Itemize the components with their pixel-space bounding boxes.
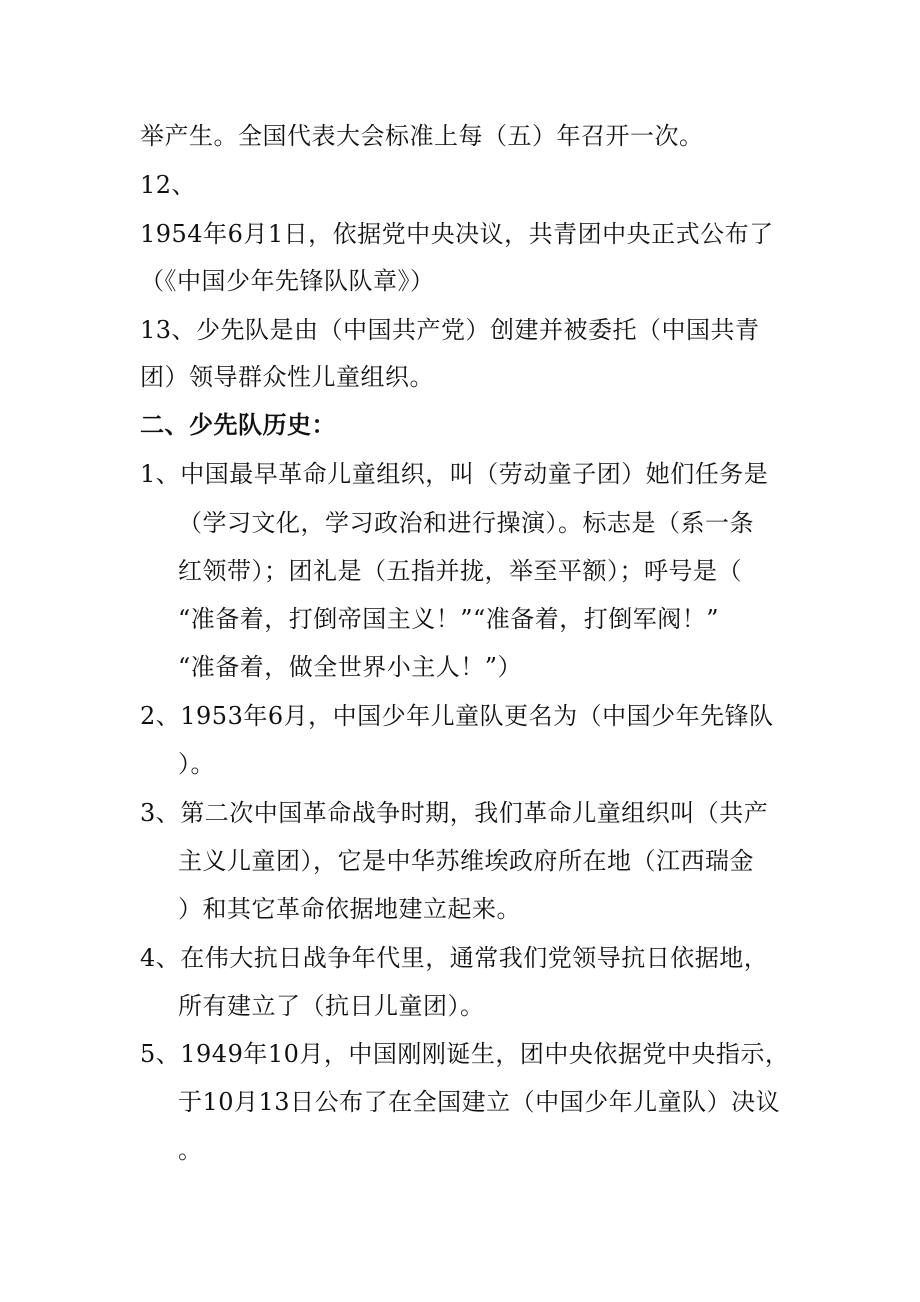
text-line-election: 举产生。全国代表大会标准上每（五）年召开一次。 [140,122,704,150]
history-item-5-cont-2: 。 [178,1136,203,1164]
history-item-3-cont-2: ）和其它革命依据地建立起来。 [178,895,521,923]
history-item-5-cont-1: 于10月13日公布了在全国建立（中国少年儿童队）决议 [178,1088,781,1116]
item-13-text: 13、少先队是由（中国共产党）创建并被委托（中国共青 [140,316,760,344]
history-item-4: 4、在伟大抗日战争年代里，通常我们党领导抗日依据地， [140,944,769,972]
history-item-1-cont-4: “准备着，做全世界小主人！”） [178,653,523,681]
history-item-5: 5、1949年10月，中国刚刚诞生，团中央依据党中央指示， [140,1040,790,1068]
history-item-4-cont: 所有建立了（抗日儿童团）。 [178,992,485,1020]
history-item-1-cont-3: “准备着，打倒帝国主义！”“准备着，打倒军阀！” [178,605,720,633]
history-item-1-cont-2: 红领带）；团礼是（五指并拢，举至平额）；呼号是（ [178,557,742,585]
history-item-3: 3、第二次中国革命战争时期，我们革命儿童组织叫（共产 [140,799,769,827]
item-13-text-cont: 团）领导群众性儿童组织。 [140,363,434,391]
item-12-text: 1954年6月1日，依据党中央决议，共青团中央正式公布了 [140,220,774,248]
history-item-2: 2、1953年6月，中国少年儿童队更名为（中国少年先锋队 [140,702,774,730]
history-item-2-cont: ）。 [178,750,215,778]
section-heading-history: 二、少先队历史： [140,411,336,439]
history-item-1-cont-1: （学习文化，学习政治和进行操演）。标志是（系一条 [178,509,754,537]
history-item-3-cont-1: 主义儿童团），它是中华苏维埃政府所在地（江西瑞金 [178,847,754,875]
item-12-number: 12、 [140,171,197,199]
history-item-1: 1、中国最早革命儿童组织，叫（劳动童子团）她们任务是 [140,460,769,488]
item-12-text-cont: （《中国少年先锋队队章》） [140,267,435,295]
